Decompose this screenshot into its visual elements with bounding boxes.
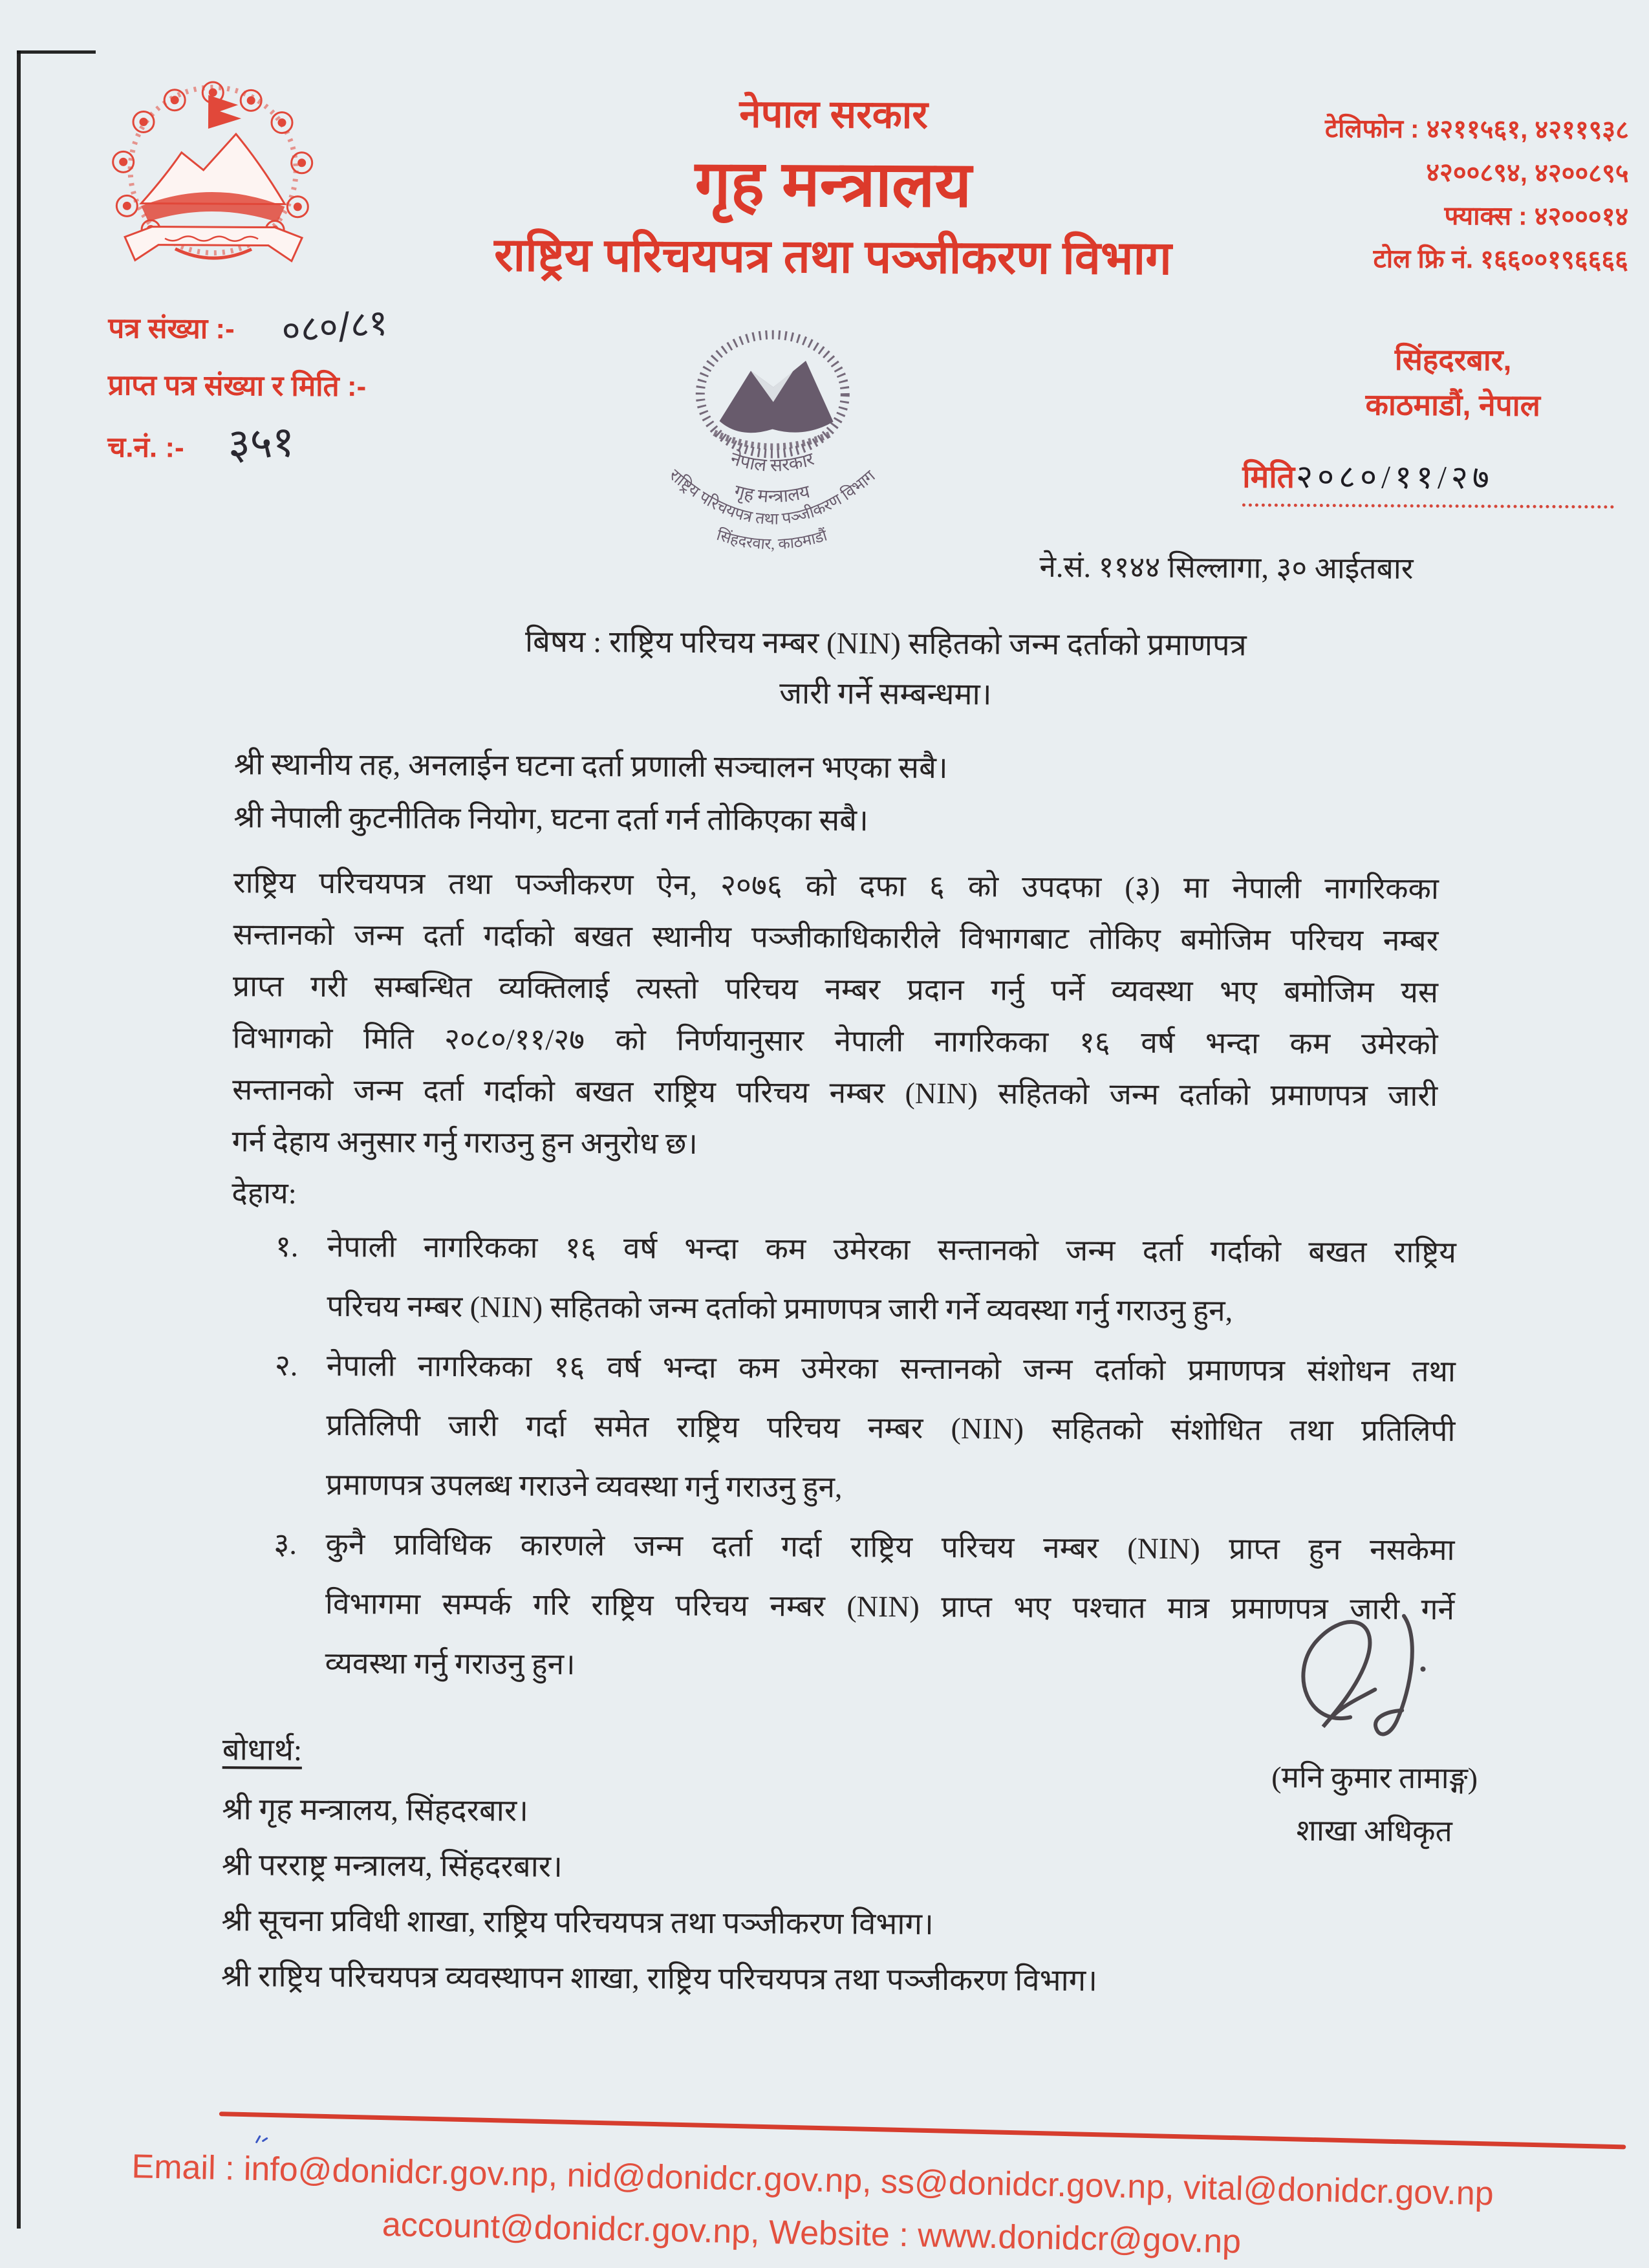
recipients-block	[233, 738, 1463, 850]
list-item-1-line-2: परिचय नम्बर (NIN) सहितको जन्म दर्ताको प्रमाणपत्र जारी गर्ने व्यवस्था गर्नु गराउनु हुन,	[327, 1290, 1233, 1328]
bodhartha-item-2: श्री परराष्ट्र मन्त्रालय, सिंहदरबार।	[221, 1848, 563, 1884]
list-item-1	[275, 1217, 1457, 1342]
date-value: २०८०/११/२७	[1295, 458, 1494, 496]
address-block	[1317, 336, 1590, 428]
date-label: मिति	[1242, 460, 1295, 495]
address-line-1: सिंहदरबार,	[1394, 342, 1512, 377]
list-item-1-number: १.	[275, 1229, 299, 1263]
dehaya-label: देहाय:	[232, 1176, 297, 1210]
bodhartha-list	[221, 1782, 1451, 2011]
phone-line-1: टेलिफोन : ४२११५६१, ४२११९३८	[1324, 114, 1630, 145]
body-line-2: सन्तानको जन्म दर्ता गर्दाको बखत स्थानीय पञ्जीकाधिकारीले विभागबाट तोकिए बमोजिम परिचय नम्बर	[233, 918, 1439, 957]
body-line-1: राष्ट्रिय परिचयपत्र तथा पञ्जीकरण ऐन, २०७६ को दफा ६ को उपदफा (३) मा नेपाली नागरिकका	[233, 866, 1439, 905]
bodhartha-item-3: श्री सूचना प्रविधी शाखा, राष्ट्रिय परिचयपत्र तथा पञ्जीकरण विभाग।	[221, 1904, 934, 1941]
letterhead-government: नेपाल सरकार	[739, 92, 929, 136]
signature-icon	[1253, 1597, 1474, 1754]
letterhead-ministry: गृह मन्त्रालय	[695, 147, 972, 221]
fax-line: फ्याक्स : ४२०००१४	[1444, 202, 1629, 232]
list-item-1-line-1: नेपाली नागरिकका १६ वर्ष भन्दा कम उमेरका सन्तानको जन्म दर्ता गर्दाको बखत राष्ट्रिय	[327, 1230, 1457, 1269]
bodhartha-item-4: श्री राष्ट्रिय परिचयपत्र व्यवस्थापन शाखा, राष्ट्रिय परिचयपत्र तथा पञ्जीकरण विभाग।	[221, 1960, 1098, 1998]
body-line-3: प्राप्त गरी सम्बन्धित व्यक्तिलाई त्यस्तो परिचय नम्बर प्रदान गर्नु पर्ने व्यवस्था भए बमोजिम यस	[232, 969, 1439, 1009]
dispatch-no-label: च.नं. :-	[107, 431, 184, 464]
dispatch-no-value: ३५१	[226, 416, 296, 470]
footer-email-line-1: Email : info@donidcr.gov.np, nid@donidcr.gov.np, ss@donidcr.gov.np, vital@donidcr.gov.np	[131, 2148, 1494, 2213]
list-item-3-line-1: कुनै प्राविधिक कारणले जन्म दर्ता गर्दा राष्ट्रिय परिचय नम्बर (NIN) प्राप्त हुन नसकेमा	[325, 1527, 1455, 1567]
subject-line-2: जारी गर्ने सम्बन्धमा।	[779, 676, 992, 712]
svg-text:सिंहदरवार, काठमाडौं	[715, 526, 830, 554]
footer-email-line-2: account@donidcr.gov.np, Website : www.donidcr@gov.np	[382, 2205, 1242, 2261]
reference-block	[107, 297, 690, 479]
bodhartha-label: बोधार्थ:	[222, 1733, 303, 1767]
stamp-text-government: नेपाल सरकार	[727, 448, 817, 476]
subject-line-1: बिषय : राष्ट्रिय परिचय नम्बर (NIN) सहितको जन्म दर्ताको प्रमाणपत्र	[524, 625, 1247, 663]
subject-block	[255, 615, 1516, 722]
received-no-label: प्राप्त पत्र संख्या र मिति :-	[107, 369, 367, 403]
tollfree-line: टोल फ्रि नं. १६६००१९६६६६	[1373, 244, 1629, 275]
body-line-5: सन्तानको जन्म दर्ता गर्दाको बखत राष्ट्रिय परिचय नम्बर (NIN) सहितको जन्म दर्ताको प्रमाणपत्र जारी	[232, 1073, 1438, 1112]
letter-no-label: पत्र संख्या :-	[108, 312, 235, 345]
list-item-2-number: २.	[274, 1348, 298, 1382]
list-item-3-line-2: विभागमा सम्पर्क गरि राष्ट्रिय परिचय नम्बर (NIN) प्राप्त भए पश्चात मात्र प्रमाणपत्र जारी गर्ने	[325, 1586, 1455, 1626]
recipient-line-1: श्री स्थानीय तह, अनलाईन घटना दर्ता प्रणाली सञ्चालन भएका सबै।	[233, 748, 948, 786]
letterhead-department: राष्ट्रिय परिचयपत्र तथा पञ्जीकरण विभाग	[493, 229, 1172, 285]
contact-block	[1234, 107, 1629, 282]
phone-line-2: ४२००८९४, ४२००८९५	[1426, 158, 1629, 188]
list-item-2-line-1: नेपाली नागरिकका १६ वर्ष भन्दा कम उमेरका सन्तानको जन्म दर्ताको प्रमाणपत्र संशोधन तथा	[326, 1349, 1456, 1388]
nepal-emblem-icon	[105, 79, 323, 300]
office-stamp-icon	[610, 323, 934, 603]
body-line-4: विभागको मिति २०८०/११/२७ को निर्णयानुसार नेपाली नागरिकका १६ वर्ष भन्दा कम उमेरको	[232, 1021, 1438, 1061]
list-item-3-line-3: व्यवस्था गर्नु गराउनु हुन।	[325, 1646, 576, 1681]
bodhartha-item-1: श्री गृह मन्त्रालय, सिंहदरबार।	[222, 1793, 529, 1828]
stamp-text-location: सिंहदरवार, काठमाडौं	[714, 526, 830, 554]
address-line-2: काठमाडौं, नेपाल	[1365, 387, 1541, 422]
body-paragraph	[232, 857, 1439, 1226]
list-item-3-number: ३.	[274, 1527, 297, 1561]
footer-email-block	[0, 2137, 1637, 2268]
recipient-line-2: श्री नेपाली कुटनीतिक नियोग, घटना दर्ता गर्न तोकिएका सबै।	[233, 801, 869, 838]
svg-text:गृह मन्त्रालय	[732, 481, 812, 507]
date-line	[1242, 453, 1614, 508]
letterhead	[413, 90, 1255, 287]
list-item-2	[274, 1336, 1456, 1520]
letter-no-value: ०८०/८१	[279, 301, 389, 352]
signatory-name: (मनि कुमार तामाङ्ग)	[1271, 1760, 1478, 1795]
signatory-title: शाखा अधिकृत	[1296, 1813, 1452, 1848]
body-line-6: गर्न देहाय अनुसार गर्नु गराउनु हुन अनुरोध छ।	[232, 1125, 698, 1161]
list-item-2-line-2: प्रतिलिपी जारी गर्दा समेत राष्ट्रिय परिचय नम्बर (NIN) सहितको संशोधित तथा प्रतिलिपी	[326, 1409, 1456, 1448]
nepal-sambat-line: ने.सं. ११४४ सिल्लागा, ३० आईतबार	[1039, 550, 1414, 585]
stamp-text-department: राष्ट्रिय परिचयपत्र तथा पञ्जीकरण विभाग	[665, 466, 879, 528]
list-item-2-line-3: प्रमाणपत्र उपलब्ध गराउने व्यवस्था गर्नु गराउनु हुन,	[325, 1468, 843, 1504]
footer-rule	[219, 2111, 1626, 2149]
stamp-text-ministry: गृह मन्त्रालय	[732, 481, 812, 507]
